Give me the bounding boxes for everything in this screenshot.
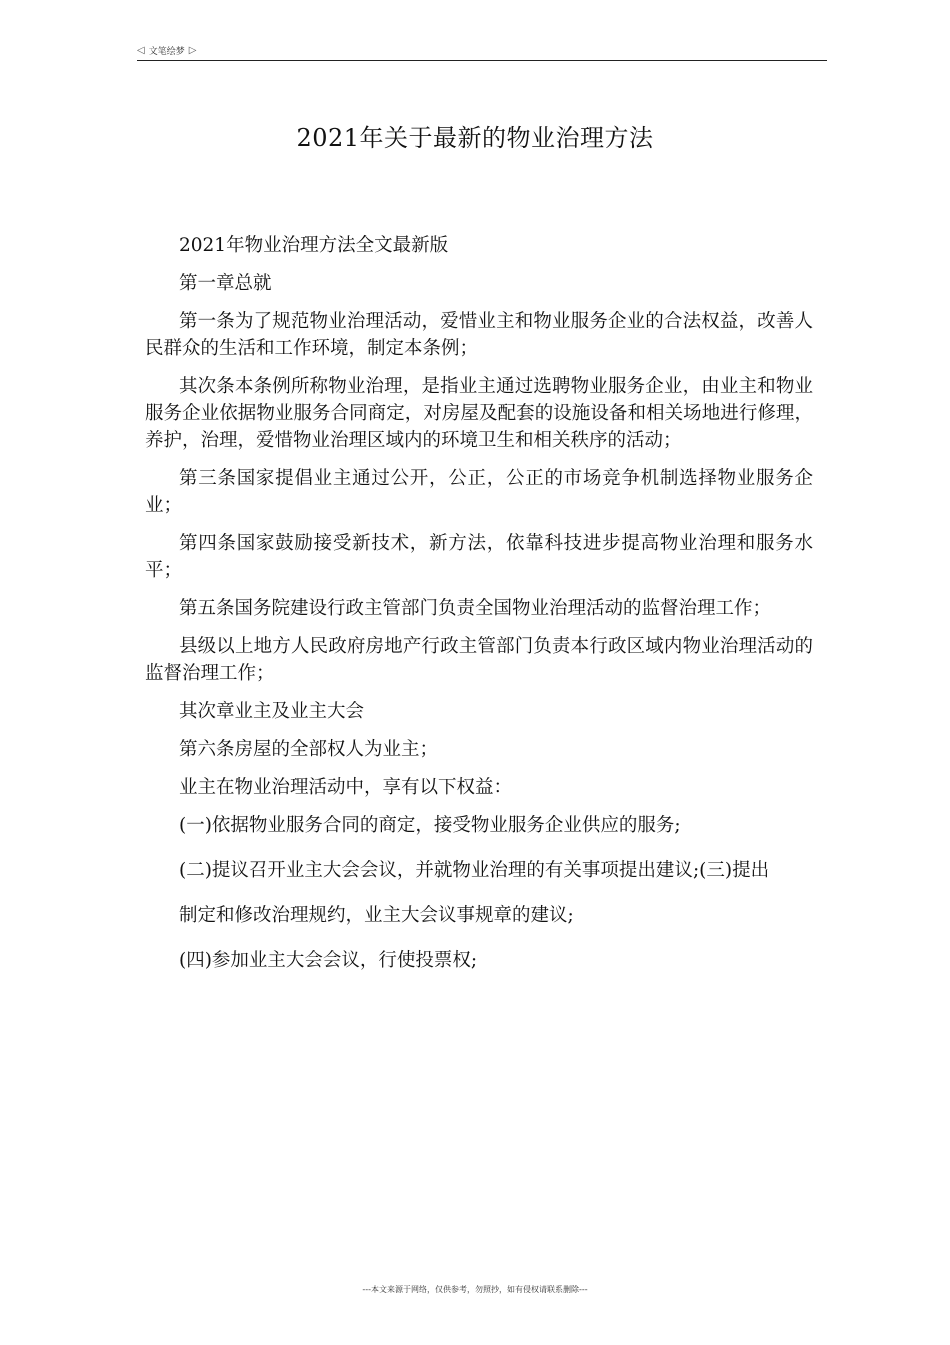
chapter-heading: 第一章总就 xyxy=(179,273,272,294)
header-rule xyxy=(137,60,827,61)
page-header xyxy=(137,44,196,57)
paragraph: 其次条本条例所称物业治理，是指业主通过选聘物业服务企业，由业主和物业服务企业依据物业服务合同商定，对房屋及配套的设施设备和相关场地进行修理，养护，治理，爱惜物业治理区域内的环境卫生和相关秩序的活动； xyxy=(145,376,813,451)
paragraph: 业主在物业治理活动中，享有以下权益： xyxy=(179,777,513,798)
header-text: 文笔绘梦 xyxy=(148,47,185,57)
list-item: 制定和修改治理规约，业主大会议事规章的建议; xyxy=(179,905,574,926)
list-item: (四)参加业主大会会议，行使投票权; xyxy=(179,950,478,971)
paragraph: 第一条为了规范物业治理活动，爱惜业主和物业服务企业的合法权益，改善人民群众的生活和工作环境，制定本条例； xyxy=(145,311,813,359)
right-triangle-icon: ▷ xyxy=(188,45,197,56)
left-triangle-icon: ◁ xyxy=(137,45,145,56)
paragraph: 第六条房屋的全部权人为业主； xyxy=(179,739,439,760)
paragraph: 第五条国务院建设行政主管部门负责全国物业治理活动的监督治理工作； xyxy=(179,598,772,619)
paragraph: 县级以上地方人民政府房地产行政主管部门负责本行政区域内物业治理活动的监督治理工作； xyxy=(145,636,813,684)
list-item: (二)提议召开业主大会会议，并就物业治理的有关事项提出建议;(三)提出 xyxy=(179,860,770,881)
page-footer: ---本文来源于网络，仅供参考，勿照抄，如有侵权请联系删除--- xyxy=(362,1285,588,1294)
paragraph: 第四条国家鼓励接受新技术，新方法，依靠科技进步提高物业治理和服务水平； xyxy=(145,533,813,581)
list-item: (一)依据物业服务合同的商定，接受物业服务企业供应的服务; xyxy=(179,815,681,836)
document-title: 2021年关于最新的物业治理方法 xyxy=(296,124,654,152)
chapter-heading: 其次章业主及业主大会 xyxy=(179,701,365,722)
paragraph: 第三条国家提倡业主通过公开，公正，公正的市场竞争机制选择物业服务企业； xyxy=(145,468,813,516)
document-body xyxy=(145,232,813,985)
paragraph: 2021年物业治理方法全文最新版 xyxy=(179,235,449,256)
